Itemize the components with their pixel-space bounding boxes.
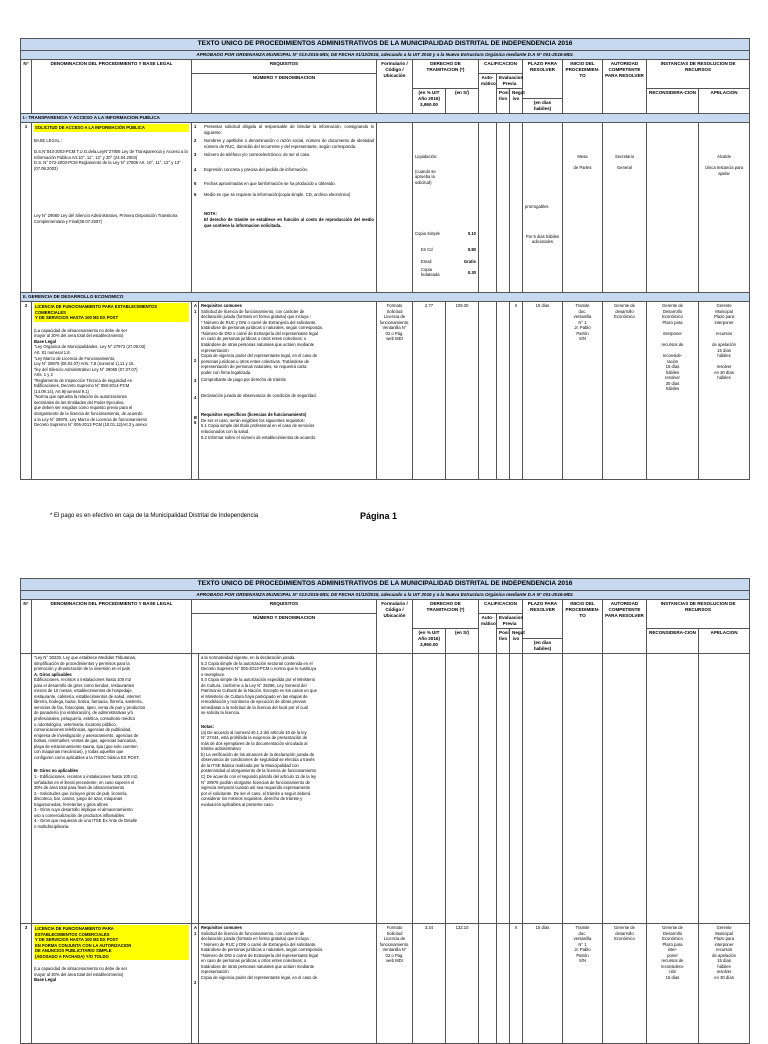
base-legal-label: Base Legal bbox=[34, 977, 57, 983]
fee-label: Email bbox=[421, 259, 432, 265]
header-plazo-sub: (en dias habiles) bbox=[523, 638, 563, 653]
soles-value: 132.10 bbox=[446, 924, 479, 1044]
procedure-title: LICENCIA DE FUNCIONAMIENTO PARA ESTABLECIMIENTOS COMERCIALES Y DE SERVICIOS HASTA 100 M2 EX POST bbox=[34, 303, 189, 322]
fee-label: En Cd bbox=[421, 246, 433, 252]
liquidacion-label: Liquidación: bbox=[415, 154, 438, 160]
inicio-cell: Tramite doc. ventanilla N° 1 Jr. Pablo Patrón S/N bbox=[563, 302, 603, 480]
table-row bbox=[21, 123, 750, 293]
header-soles: (en S/) bbox=[446, 88, 479, 113]
doc-subtitle: APROBADO POR ORDENANZA MUNICIPAL N° 013-2015-MDI, DE FECHA 01/12/2015, adecuado a la UIT 2016 y a la Nueva Estructura Orgánica mediante D.A N° 001-2016-MDI. bbox=[21, 50, 750, 59]
notas-title: Notas: bbox=[201, 724, 215, 730]
list-item: 1 Presentar solicitud dirigida al responsable de brindar la información, consignando lo siguiente: bbox=[194, 124, 374, 135]
giros-text: 1.- Edificaciones, recintos o instalaciones hasta 100 m2, señalados en el literal precedente, en caso superen el 30% de área total para fines de almacenamiento 2.- Solicitudes que incluyen giros de pub, licorería, discoteca, bar, casino, juego de azar, máquinas tragamonedas, ferreterías y giros afines 3.- Giros cuyo desarrollo implique el almacenamiento uso o comercialización de productos inflamables. 4.- Giros que requieran de una ITSE Ex Ante de Detalle o multidisciplinaria. bbox=[34, 773, 139, 829]
procedure-title: SOLICITUD DE ACCESO A LA INFORMACIÓN PÚBLICA bbox=[34, 124, 189, 132]
giros-text: Edificaciones, recintos o instalaciones hasta 100 m2 para el desarrollo de giros como tiendas, restaurantes menos de 10 mesas, establecimientos de hospedaje, restaurante, cafetería, establecimientos de salud, internet librería, bodega, bazar, botica, farmacia, florería, sastrería, servicios de fax, fotocopias, tipeo, venta de pan y productos de panadería (no elaboración), de administrativas y/o profesionales, peluquería, estética, consultorio médico u odontológico, veterinaria, locutorio público, comunicaciones telefónicas, agencias de publicidad, empresa de investigación y asesoramiento, agencias de bolsas, minimarket, ventas de gas, agencias bancarias, playa de estacionamiento sauna, spa (que solo cuenten con máquinas mecánicas), y todas aquellos que configuren como aplicables a la ITSDC básica EX POST. bbox=[34, 677, 146, 760]
doc-subtitle: APROBADO POR ORDENANZA MUNICIPAL N° 013-2015-MDI, DE FECHA 01/12/2015, adecuado a la UIT 2016 y a la Nueva Estructura Orgánica mediante D.A N° 001-2016-MDI. bbox=[21, 590, 750, 599]
header-auto: Auto-mático bbox=[479, 613, 497, 653]
list-item: Copia de vigencia poder del representante legal, en el caso de personas jurídicas u otros entes colectivos. Tratándose de representación de personas naturales, se requerirá carta poder con firma legalizada. bbox=[201, 353, 318, 375]
base-legal-label: BASE LEGAL : bbox=[34, 137, 63, 143]
list-item: 2 Nombres y apellidos o denominación o razón social, número de documento de identidad número de RUC, domicilio del recurrente y del representante, según corresponda. bbox=[194, 138, 374, 149]
fee-label: Copia Simple bbox=[415, 231, 440, 237]
req-title: Requisitos comunes bbox=[201, 303, 242, 309]
reconsideracion-cell: Gerente de Desarrollo Económico Plazo para interponer recursos de reconside- ración 15 días hábiles resolver 30 días hábiles bbox=[647, 302, 699, 480]
row-number: 2 bbox=[21, 302, 32, 480]
plazo-cell bbox=[523, 123, 563, 293]
header-inicio: INICIO DEL PROCEDIMIEN-TO bbox=[563, 599, 603, 653]
nota-text: El derecho de trámite se establece en función al costo de reproducción del medio que contiene la informacion solicitada. bbox=[204, 217, 374, 228]
table-row bbox=[21, 654, 750, 924]
requirements-cell bbox=[199, 302, 377, 480]
doc-title: TEXTO UNICO DE PROCEDIMIENTOS ADMINISTRATIVOS DE LA MUNICIPALIDAD DISTRITAL DE INDEPENDENCIA 2016 bbox=[21, 39, 750, 51]
header-formulario: Formulario / Código / Ubicación bbox=[377, 59, 413, 113]
soles-value: 109.30 bbox=[446, 302, 479, 480]
base-legal-label: Base Legal bbox=[34, 338, 57, 344]
header-derecho: DERECHO DE TRAMITACION (*) bbox=[413, 599, 479, 628]
header-formulario: Formulario / Código / Ubicación bbox=[377, 599, 413, 653]
header-evaluacion: Evaluacion Previa bbox=[497, 73, 523, 88]
plazo-cell: 15 días bbox=[523, 302, 563, 480]
list-item: 4 Expresión concreta y precisa del pedido de información. bbox=[194, 166, 309, 172]
apelacion-cell: Alcalde Única Instancia para apelar bbox=[699, 123, 750, 293]
negativo-mark: X bbox=[510, 302, 523, 480]
apelacion-cell: Gerente Municipal Plazo para interponer recursos de apelación 15 días hábiles resolver en 30 días hábiles bbox=[699, 302, 750, 480]
legal-text: D.S. N° 072-2003-PCM Reglamento de la Ley N° 27806 Art. 10°, 11°, 12° y 13° (07.08.2003) bbox=[34, 160, 181, 171]
inicio-cell: Mesa de Partes bbox=[563, 123, 603, 293]
header-apelacion: APELACION bbox=[699, 88, 750, 113]
list-item: 3 Número de teléfono y/o correoelectrónico; de ser el caso. bbox=[194, 152, 311, 158]
liquidacion-note: (cuando se aprueba la solicitud) bbox=[415, 168, 436, 185]
fee-value: Gratis bbox=[463, 259, 476, 265]
page-1 bbox=[20, 38, 749, 480]
formulario-cell: Formato Solicitud Licencia de funcionamiento. Ventanilla N° 02 o Pág. web MDI bbox=[377, 302, 413, 480]
fee-value: 0.30 bbox=[467, 269, 476, 275]
reconsideracion-cell: Gerente de Desarrollo Económico Plazo para inter- poner recursos de reconsidera- ción 15 días bbox=[647, 924, 699, 1044]
header-plazo: PLAZO PARA RESOLVER bbox=[523, 599, 563, 638]
header-uit: (en % UIT Año 2016) 3,950.00 bbox=[413, 628, 446, 653]
page-2 bbox=[20, 578, 749, 1044]
procedure-cell bbox=[32, 302, 192, 480]
row-number: 1 bbox=[21, 123, 32, 293]
fee-cell bbox=[413, 123, 479, 293]
footnote: * El pago es en efectivo en caja de la Municipalidad Distrital de Independencia bbox=[50, 513, 259, 519]
fee-value: 0.10 bbox=[467, 231, 476, 237]
list-item: 5 Fechas aproximadas en que lainformación se ha producido u obtenido. bbox=[194, 181, 336, 187]
tupa-table-page-1 bbox=[20, 38, 750, 480]
header-plazo-sub: (en dias habiles) bbox=[523, 98, 563, 113]
header-posi: Posi tivo bbox=[497, 88, 510, 113]
header-instancias: INSTANCIAS DE RESOLUCION DE RECURSOS bbox=[647, 599, 750, 628]
procedure-cell bbox=[32, 654, 192, 924]
inicio-cell: Tramite doc. ventanilla N° 1 Jr. Pablo Patrón S/N bbox=[563, 924, 603, 1044]
header-calificacion: CALIFICACION bbox=[479, 59, 523, 73]
header-reconsideracion: RECONSIDERA-CION bbox=[647, 88, 699, 113]
procedure-cell bbox=[32, 924, 192, 1044]
autoridad-cell: Gerente de desarrollo Económico bbox=[603, 302, 647, 480]
requirements-cell bbox=[199, 924, 377, 1044]
doc-title: TEXTO UNICO DE PROCEDIMIENTOS ADMINISTRATIVOS DE LA MUNICIPALIDAD DISTRITAL DE INDEPENDENCIA 2016 bbox=[21, 579, 750, 591]
list-item: Comprobante de pago por derecho de trámite bbox=[201, 377, 286, 383]
header-instancias: INSTANCIAS DE RESOLUCION DE RECURSOS bbox=[647, 59, 750, 88]
notas-text: (a) De acuerdo al numeral 40.1.3 del artículo 40 de la ley N° 27444, está prohibida la exigencia de presentación de más de dos ejemplares de la documentación vinculada al trámite administrativo b) La verificación de los alcances de la declaración jurada de observancia de condiciones de seguridad se efectúa a través de la ITSE Básica realizada por la Municipalidad con posterioridad al otorgamiento de la licencia de funcionamiento. C) De acuerdo con el segundo párrafo del artículo 11 de la ley N° 28976 podrán otorgarse licencias de funcionamiento de vigencia temporal cuando así sea requerido expresamente por el solicitante. De ser el caso, el trámite a seguir deberá considerar los mismos requisitos, derecho de trámite y evaluación aplicables al presente caso. bbox=[201, 729, 318, 807]
header-autoridad: AUTORIDAD COMPETENTE PARA RESOLVER bbox=[603, 59, 647, 113]
fee-label: Copia fedateada bbox=[421, 266, 440, 278]
header-requisitos: REQUISITOS bbox=[192, 599, 377, 613]
plazo-cell: 15 días bbox=[523, 924, 563, 1044]
page-number: Página 1 bbox=[360, 511, 398, 521]
header-calificacion: CALIFICACION bbox=[479, 599, 523, 613]
page-footer bbox=[20, 511, 749, 525]
procedure-title: LICENCIA DE FUNCIONAMIENTO PARA ESTABLECIMIENTOS COMERCIALES Y DE SERVICIOS HASTA 100 M2 EX POST EN FORMA CONJUNTA CON LA AUTORIZACION DE ANUNCIOS PUBLICITARIO SIMPLE (ADOSADO A FACHADA) Y/O TOLDO bbox=[34, 925, 189, 960]
section-subtitle: B- Giros no aplicables bbox=[34, 768, 79, 774]
section-title: II. GERENCIA DE DESARROLLO ECONOMICO bbox=[21, 293, 750, 302]
list-item: De ser el caso, serán exigibles los siguientes requisitos: 5.1 Copia simple del título profesional en el caso de servicios relacionados con la salud. 5.2 Informar sobre el número de establecimientos de acuerdo bbox=[201, 417, 316, 440]
req-title: Requisitos específicos (licencias de funcionamiento) bbox=[201, 412, 307, 418]
section-subtitle: A. Giros aplicables bbox=[34, 671, 72, 677]
header-requisitos: REQUISITOS bbox=[192, 59, 377, 73]
list-item: 6 Medio en que se requiere la información(copia simple, CD, archivo electrónico) bbox=[194, 191, 351, 197]
header-auto: Auto-mático bbox=[479, 73, 497, 113]
procedure-desc: (La capacidad de almacenamiento no debe de ser mayor al 30% del area total del establecimiento) bbox=[34, 327, 128, 339]
plazo-text: prorrogables bbox=[525, 204, 549, 210]
table-row: 2 LICENCIA DE FUNCIONAMIENTO PARA ESTABLECIMIENTOS COMERCIALES Y DE SERVICIOS HASTA 100 M2 EX POST (La capacidad de almacenamiento no debe de ser mayor al 30% del area total del establecimiento) Base Legal "Ley Orgánica de Municipalidades, Ley N° 27972 (27.05.03) Art. 81 numeral 1.8. "Ley Marco de Licencia de Funcionamiento, Ley N° 28976 (05.02.07) Arts. 7,8 (numeral 1),11 y 15. "ley del Silencio Administrativo Ley N° 29060 (07.07.07) Arts. 1 y 2 "Reglamento de Inspección Técnica de seguridad en Edificaciones, Decreto Supremo N° 058-2014-PCM (14.09.14), Art.9(numeral 9.1) "Norma que aprueba la relación de autorizaciones sectoriales de las Entidades del Poder Ejecutivo, que deben ser exigidas como requisito previo para el otorgamiento de la licencia de funcionamiento, de acuerdo a la Ley N° 28976, Ley Marco de Licencia de funcionamiento Decreto Supremo N° 006-2013 PCM (10.01.12)Art.3 y anexo A 1 2 3 4 B 5 Requisitos comunes Solicitud de licencia de funcionamiento, con carácter de declaración jurada (formato en forma gratuita) que incluya : * Número de RUC y DNI o carné de Extranjería del solicitante, tratándose de personas jurídicas o naturales, según corresponda. *Número de DNI o carné de Extranjería del representante legal en caso de personas jurídicas u otros entes colectivos; o tratándose de otras personas naturales que actúen mediante representación Copia de vigencia poder del representante legal, en el caso de personas jurídicas u otros entes colectivos. Tratándose de representación de personas naturales, se requerirá carta poder con firma legalizada. Comprobante de pago por derecho de trámite Declaración jurada de observancia de condición de seguridad. Requisitos específicos (licencias de funcionamiento) De ser el caso, serán exigibles los siguientes requisitos: 5.1 Copia simple del título profesional en el caso de servicios relacionados con la salud. 5.2 Informar sobre el número de establecimientos de acuerdo Formato Solicitud Licencia de funcionamiento. Ventanilla N° 02 o Pág. web MDI 2.77 109.30 X 15 días Tramite doc. ventanilla N° 1 Jr. Pablo Patrón S/N Gerente de desarrollo Económico Gerente de Desarrollo Económico Plazo para interponer recursos de reconside- ración 15 días hábiles resolver 30 días hábiles Gerente Municipal Plazo para interponer recursos de apelación 15 días hábiles resolver en 30 días hábiles bbox=[21, 302, 750, 480]
requirements-cell bbox=[199, 654, 377, 924]
header-plazo: PLAZO PARA RESOLVER bbox=[523, 59, 563, 98]
list-item: Copia de vigencia poder del representante legal, en el caso de bbox=[201, 974, 318, 980]
plazo-extra: Por 5 dias hábiles adicionales bbox=[525, 233, 560, 245]
negativo-mark: X bbox=[510, 924, 523, 1044]
header-evaluacion: Evaluacion Previa bbox=[497, 613, 523, 628]
legal-text: "Ley N° 30230, Ley que establece Medidas Tributarias, simplificación de procedimientos y permisos para la promoción y dinamización de la inversión en el país bbox=[34, 655, 137, 672]
header-n: N° bbox=[21, 599, 32, 653]
header-n: N° bbox=[21, 59, 32, 113]
uit-value: 3.34 bbox=[413, 924, 446, 1044]
list-item: Solicitud de licencia de funcionamiento, con carácter de declaración jurada (formato en forma gratuita) que incluya : * Número de RUC y DNI o carné de Extranjería del solicitante, tratándose de personas jurídicas o naturales, según corresponda. *Número de DNI o carné de Extranjería del representante legal en caso de personas jurídicas u otros entes colectivos; o tratándose de otras personas naturales que actúen mediante representación bbox=[201, 308, 323, 353]
procedure-cell bbox=[32, 123, 192, 293]
list-item: Declaración jurada de observancia de condición de seguridad. bbox=[201, 392, 317, 398]
section-title: I.- TRANSPARENCIA Y ACCESO A LA INFORMACION PUBLICA bbox=[21, 114, 750, 123]
header-nega: Negat ivo bbox=[510, 88, 523, 113]
header-numero-denominacion: NÚMERO Y DENOMINACION bbox=[192, 613, 377, 653]
req-title: Requisitos comunes bbox=[201, 925, 242, 931]
header-soles: (en S/) bbox=[446, 628, 479, 653]
nota-label: NOTA: bbox=[204, 211, 217, 217]
procedure-desc: (La capacidad de almacenamiento no debe de ser mayor al 30% del área total del establecimiento) bbox=[34, 966, 128, 977]
apelacion-cell: Gerente Municipal Plazo para interponer recursos de apelación 15 días hábiles resolver en 30 días bbox=[699, 924, 750, 1044]
formulario-cell: Formato Solicitud Licencia de funcionamiento. Ventanilla N° 02 o Pág. web MDI bbox=[377, 924, 413, 1044]
header-inicio: INICIO DEL PROCEDIMIEN-TO bbox=[563, 59, 603, 113]
header-posi: Posi tivo bbox=[497, 628, 510, 653]
header-numero-denominacion: NÚMERO Y DENOMINACION bbox=[192, 73, 377, 113]
header-denominacion: DENOMINACION DEL PROCEDIMIENTO Y BASE LEGAL bbox=[32, 59, 192, 113]
header-denominacion: DENOMINACION DEL PROCEDIMIENTO Y BASE LEGAL bbox=[32, 599, 192, 653]
row-number: 3 bbox=[21, 924, 32, 1044]
header-uit: (en % UIT Año 2016) 3,950.00 bbox=[413, 88, 446, 113]
legal-text: D.S.N°043-2003-PCM.T.U.O.dela.LeyN°27806 Ley de Transparencia y Acceso a la Información Pública Art.10°, 11°, 13° y 20° (24.04.2003) bbox=[34, 149, 188, 160]
header-reconsideracion: RECONSIDERA-CION bbox=[647, 628, 699, 653]
uit-value: 2.77 bbox=[413, 302, 446, 480]
legal-text: Ley N° 29060 Ley del Silencio Administrativo, Primera Disposición Transitoria Complementaria y Final(08.07.2007) bbox=[34, 213, 178, 224]
fee-value: 0.80 bbox=[467, 246, 476, 252]
list-item: Solicitud de licencia de funcionamiento, con carácter de declaración jurada (formato en forma gratuita) que incluya : * Número de RUC y DNI o carné de Extranjería del solicitante, tratándose de personas jurídicas o naturales, según corresponda. *Número de DNI o carné de Extranjería del representante legal en caso de personas jurídicas u otros entes colectivos; o tratándose de otras personas naturales que actúen mediante representación bbox=[201, 930, 323, 975]
header-nega: Negat ivo bbox=[510, 628, 523, 653]
header-apelacion: APELACION bbox=[699, 628, 750, 653]
legal-text: "Ley Orgánica de Municipalidades, Ley N° 27972 (27.05.03) Art. 81 numeral 1.8. "Ley Marco de Licencia de Funcionamiento, Ley N° 28976 (05.02.07) Arts. 7,8 (numeral 1),11 y 15. "ley del Silencio Administrativo Ley N° 29060 (07.07.07) Arts. 1 y 2 "Reglamento de Inspección Técnica de seguridad en Edificaciones, Decreto Supremo N° 058-2014-PCM (14.09.14), Art.9(numeral 9.1) "Norma que aprueba la relación de autorizaciones sectoriales de las Entidades del Poder Ejecutivo, que deben ser exigidas como requisito previo para el otorgamiento de la licencia de funcionamiento, de acuerdo a la Ley N° 28976, Ley Marco de Licencia de funcionamiento Decreto Supremo N° 006-2013 PCM (10.01.12)Art.3 y anexo bbox=[34, 344, 147, 428]
list-item: a la normatividad vigente, en la declaración jurada. 5.3 Copia simple de la autorización sectorial contenida en el Decreto Supremo N° 006-2013-PCM o norma que lo sustituya o reemplace. 5.4 Copia simple de la autorización expedida por el Ministerio de Cultura, conforme a la Ley N° 28296, Ley General del Patrimonio Cultural de la Nación. Excepto en los casos en que el Ministerio de Cultura haya participado en las etapas de remodelación y monitoreo de ejecución de obras previas inmediatas a la solicitud de la licencia del local por el cual se solicita la licencia. bbox=[201, 655, 317, 716]
tupa-table-page-2 bbox=[20, 578, 750, 1044]
header-derecho: DERECHO DE TRAMITACION (*) bbox=[413, 59, 479, 88]
autoridad-cell: Secretario General bbox=[603, 123, 647, 293]
table-row: 3 LICENCIA DE FUNCIONAMIENTO PARA ESTABLECIMIENTOS COMERCIALES Y DE SERVICIOS HASTA 100 M2 EX POST EN FORMA CONJUNTA CON LA AUTORIZACION DE ANUNCIOS PUBLICITARIO SIMPLE (ADOSADO A FACHADA) Y/O TOLDO (La capacidad de almacenamiento no debe de ser mayor al 30% del área total del establecimiento) Base Legal A 1 2 Requisitos comunes Solicitud de licencia de funcionamiento, con carácter de declaración jurada (formato en forma gratuita) que incluya : * Número de RUC y DNI o carné de Extranjería del solicitante, tratándose de personas jurídicas o naturales, según corresponda. *Número de DNI o carné de Extranjería del representante legal en caso de personas jurídicas u otros entes colectivos; o tratándose de otras personas naturales que actúen mediante representación Copia de vigencia poder del representante legal, en el caso de Formato Solicitud Licencia de funcionamiento. Ventanilla N° 02 o Pág. web MDI 3.34 132.10 X 15 días Tramite doc. ventanilla N° 1 Jr. Pablo Patrón S/N Gerente de desarrollo Económico Gerente de Desarrollo Económico Plazo para inter- poner recursos de reconsidera- ción 15 días Gerente Municipal Plazo para interponer recursos de apelación 15 días hábiles resolver en 30 días bbox=[21, 924, 750, 1044]
requirements-cell bbox=[192, 123, 377, 293]
autoridad-cell: Gerente de desarrollo Económico bbox=[603, 924, 647, 1044]
header-autoridad: AUTORIDAD COMPETENTE PARA RESOLVER bbox=[603, 599, 647, 653]
